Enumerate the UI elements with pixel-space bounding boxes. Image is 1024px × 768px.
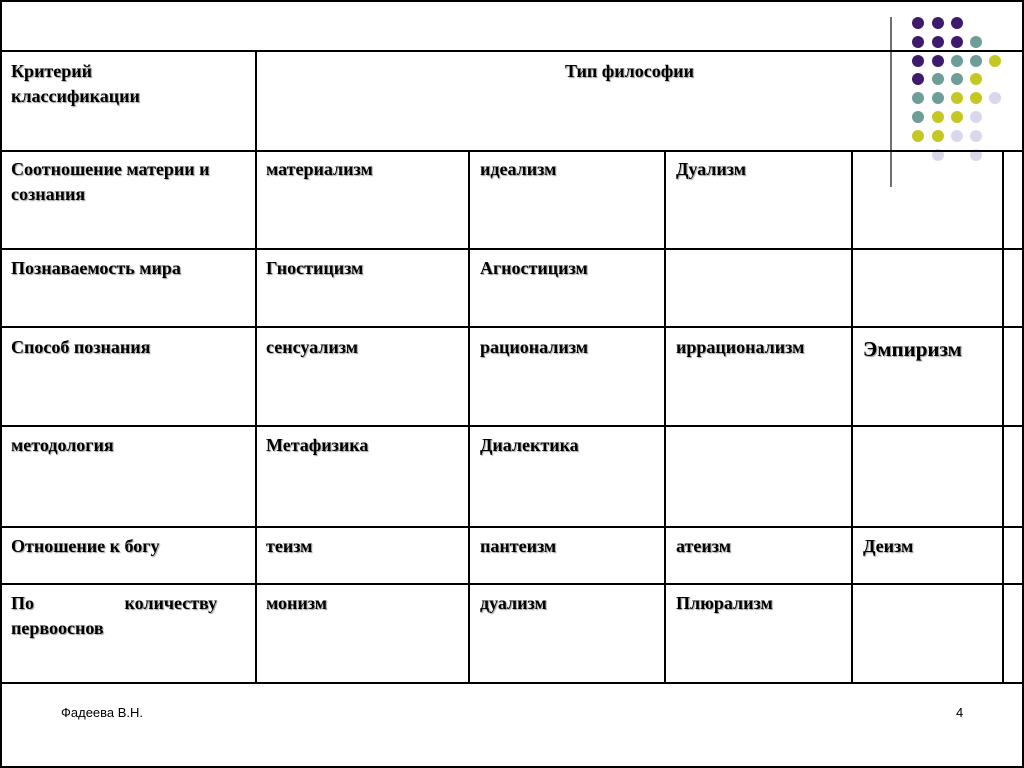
table-line — [468, 150, 470, 684]
decorative-dot — [951, 17, 963, 29]
table-line — [0, 248, 1024, 250]
row-criterion: Познаваемость мира — [11, 258, 181, 278]
decorative-dot — [951, 111, 963, 123]
decorative-dot — [912, 111, 924, 123]
row-criterion: Способ познания — [11, 337, 151, 357]
decorative-dot — [951, 130, 963, 142]
table-line — [851, 150, 853, 684]
table-cell: монизм — [266, 593, 328, 613]
decorative-dot — [970, 111, 982, 123]
decorative-dot — [951, 36, 963, 48]
decorative-dot — [989, 92, 1001, 104]
table-line — [0, 326, 1024, 328]
decorative-dot — [912, 36, 924, 48]
decorative-dot — [912, 73, 924, 85]
decorative-dot — [989, 55, 1001, 67]
table-line — [0, 425, 1024, 427]
author-footer: Фадеева В.Н. — [61, 705, 144, 720]
table-line — [0, 682, 1024, 684]
table-cell: дуализм — [480, 593, 547, 613]
slide-border-top — [0, 0, 1024, 2]
decorative-dot — [951, 92, 963, 104]
table-line — [0, 526, 1024, 528]
table-cell: теизм — [266, 536, 313, 556]
decorative-dot — [951, 55, 963, 67]
table-line — [0, 583, 1024, 585]
table-line — [0, 150, 1024, 152]
table-cell: Агностицизм — [480, 258, 588, 278]
decorative-divider-line — [890, 17, 892, 187]
table-cell: иррационализм — [676, 337, 805, 357]
decorative-dot — [932, 36, 944, 48]
table-cell: идеализм — [480, 159, 557, 179]
decorative-dot — [932, 55, 944, 67]
slide-border-left — [0, 0, 2, 768]
decorative-dot — [970, 36, 982, 48]
table-line — [1002, 150, 1004, 684]
table-line — [255, 50, 257, 684]
row-criterion-line: сознания — [11, 184, 86, 204]
header-criterion-line: классификации — [11, 86, 140, 106]
header-criterion-line: Критерий — [11, 61, 93, 81]
decorative-dot — [970, 92, 982, 104]
decorative-dot — [912, 17, 924, 29]
table-cell: сенсуализм — [266, 337, 358, 357]
decorative-dot — [932, 130, 944, 142]
header-criterion — [11, 59, 140, 109]
table-cell: материализм — [266, 159, 373, 179]
table-cell: рационализм — [480, 337, 588, 357]
table-line — [0, 50, 1024, 52]
decorative-dot — [912, 92, 924, 104]
table-cell: Дуализм — [676, 159, 747, 179]
decorative-dot — [932, 111, 944, 123]
row-criterion-line: Соотношение материи и — [11, 159, 210, 179]
header-type: Тип философии — [565, 61, 694, 81]
table-cell: Эмпиризм — [863, 337, 962, 361]
table-cell: Метафизика — [266, 435, 369, 455]
decorative-dot — [951, 73, 963, 85]
decorative-dot — [970, 73, 982, 85]
decorative-dot — [912, 55, 924, 67]
table-cell: Плюрализм — [676, 593, 773, 613]
row-criterion-line: По количеству — [11, 593, 218, 613]
decorative-dot — [932, 73, 944, 85]
row-criterion: Отношение к богу — [11, 536, 160, 556]
row-criterion — [11, 591, 245, 641]
table-cell: Диалектика — [480, 435, 579, 455]
table-cell: атеизм — [676, 536, 731, 556]
row-criterion — [11, 157, 210, 207]
decorative-dot — [970, 55, 982, 67]
decorative-dot — [932, 17, 944, 29]
decorative-dot — [912, 130, 924, 142]
row-criterion-line: первооснов — [11, 618, 104, 638]
table-cell: Гностицизм — [266, 258, 364, 278]
page-number: 4 — [956, 705, 964, 720]
decorative-dot — [970, 130, 982, 142]
row-criterion: методология — [11, 435, 114, 455]
table-cell: пантеизм — [480, 536, 557, 556]
table-cell: Деизм — [863, 536, 914, 556]
decorative-dot — [932, 92, 944, 104]
table-line — [664, 150, 666, 684]
